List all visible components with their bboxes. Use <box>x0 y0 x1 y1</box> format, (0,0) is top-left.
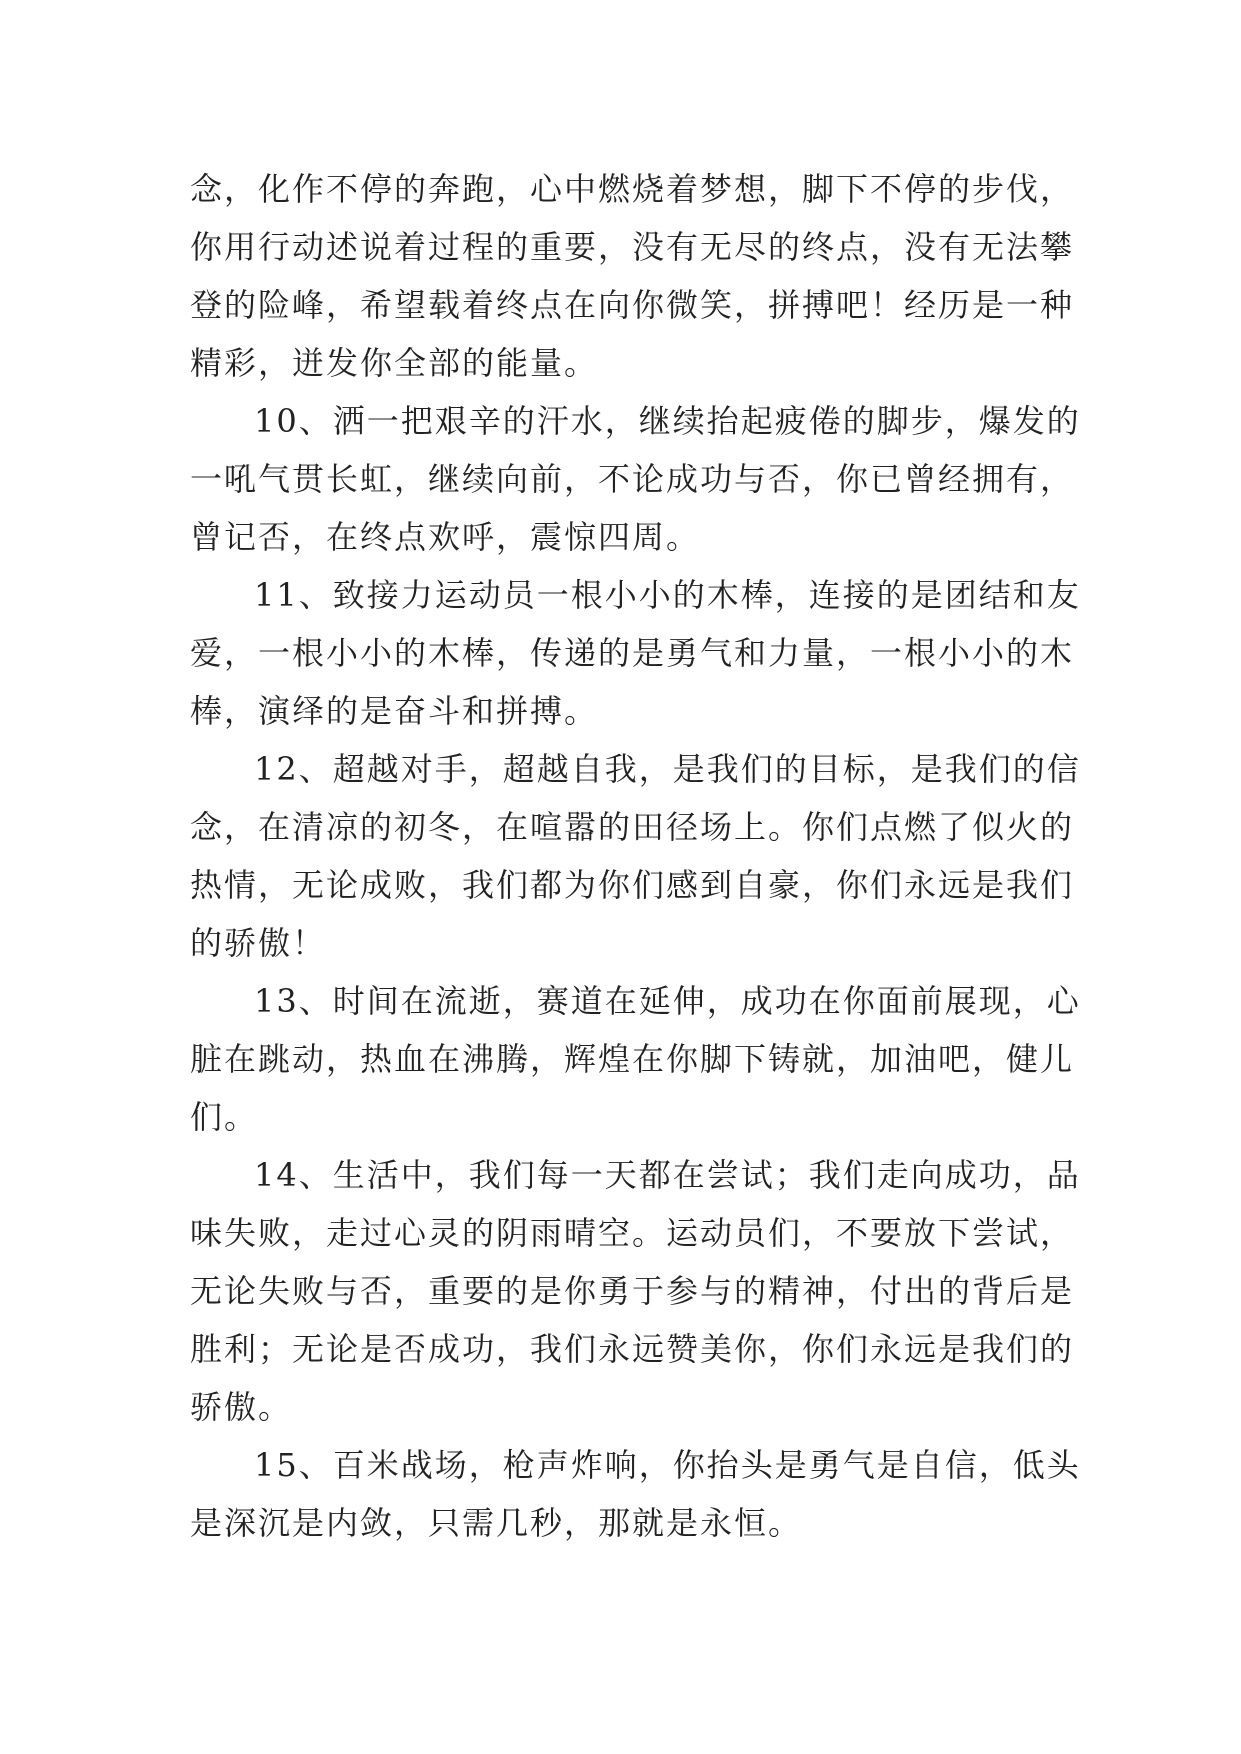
paragraph-line: 10、洒一把艰辛的汗水，继续抬起疲倦的脚步，爆发的 <box>254 402 1081 440</box>
paragraph <box>190 392 1081 566</box>
paragraph-line: 登的险峰，希望载着终点在向你微笑，拼搏吧！经历是一种 <box>190 286 1075 324</box>
paragraph-line: 念，在清凉的初冬，在喧嚣的田径场上。你们点燃了似火的 <box>190 808 1075 846</box>
paragraph-line: 念，化作不停的奔跑，心中燃烧着梦想，脚下不停的步伐， <box>190 170 1075 208</box>
paragraph-line: 热情，无论成败，我们都为你们感到自豪，你们永远是我们 <box>190 866 1075 904</box>
paragraph <box>190 1146 1081 1436</box>
paragraph-line: 一吼气贯长虹，继续向前，不论成功与否，你已曾经拥有， <box>190 460 1075 498</box>
paragraph-line: 的骄傲！ <box>190 924 327 962</box>
paragraph-line: 胜利；无论是否成功，我们永远赞美你，你们永远是我们的 <box>190 1330 1075 1368</box>
paragraph-line: 骄傲。 <box>190 1388 293 1426</box>
paragraph-line: 爱，一根小小的木棒，传递的是勇气和力量，一根小小的木 <box>190 634 1075 672</box>
paragraph <box>190 740 1081 972</box>
paragraph-line: 们。 <box>190 1098 259 1136</box>
paragraph-line: 味失败，走过心灵的阴雨晴空。运动员们，不要放下尝试， <box>190 1214 1075 1252</box>
paragraph-line: 是深沉是内敛，只需几秒，那就是永恒。 <box>190 1504 803 1542</box>
paragraph-line: 你用行动述说着过程的重要，没有无尽的终点，没有无法攀 <box>190 228 1075 266</box>
paragraph-line: 12、超越对手，超越自我，是我们的目标，是我们的信 <box>254 750 1081 788</box>
paragraph <box>190 972 1081 1146</box>
paragraph-line: 棒，演绎的是奋斗和拼搏。 <box>190 692 599 730</box>
paragraph-line: 11、致接力运动员一根小小的木棒，连接的是团结和友 <box>254 576 1081 614</box>
paragraph-line: 13、时间在流逝，赛道在延伸，成功在你面前展现，心 <box>254 982 1081 1020</box>
paragraph-line: 无论失败与否，重要的是你勇于参与的精神，付出的背后是 <box>190 1272 1075 1310</box>
paragraph-line: 精彩，迸发你全部的能量。 <box>190 344 599 382</box>
paragraph <box>190 566 1081 740</box>
document-body <box>190 160 1081 1552</box>
paragraph-line: 脏在跳动，热血在沸腾，辉煌在你脚下铸就，加油吧，健儿 <box>190 1040 1075 1078</box>
paragraph <box>190 160 1075 392</box>
paragraph <box>190 1436 1081 1552</box>
paragraph-line: 15、百米战场，枪声炸响，你抬头是勇气是自信，低头 <box>254 1446 1081 1484</box>
paragraph-line: 曾记否，在终点欢呼，震惊四周。 <box>190 518 701 556</box>
paragraph-line: 14、生活中，我们每一天都在尝试；我们走向成功，品 <box>254 1156 1081 1194</box>
